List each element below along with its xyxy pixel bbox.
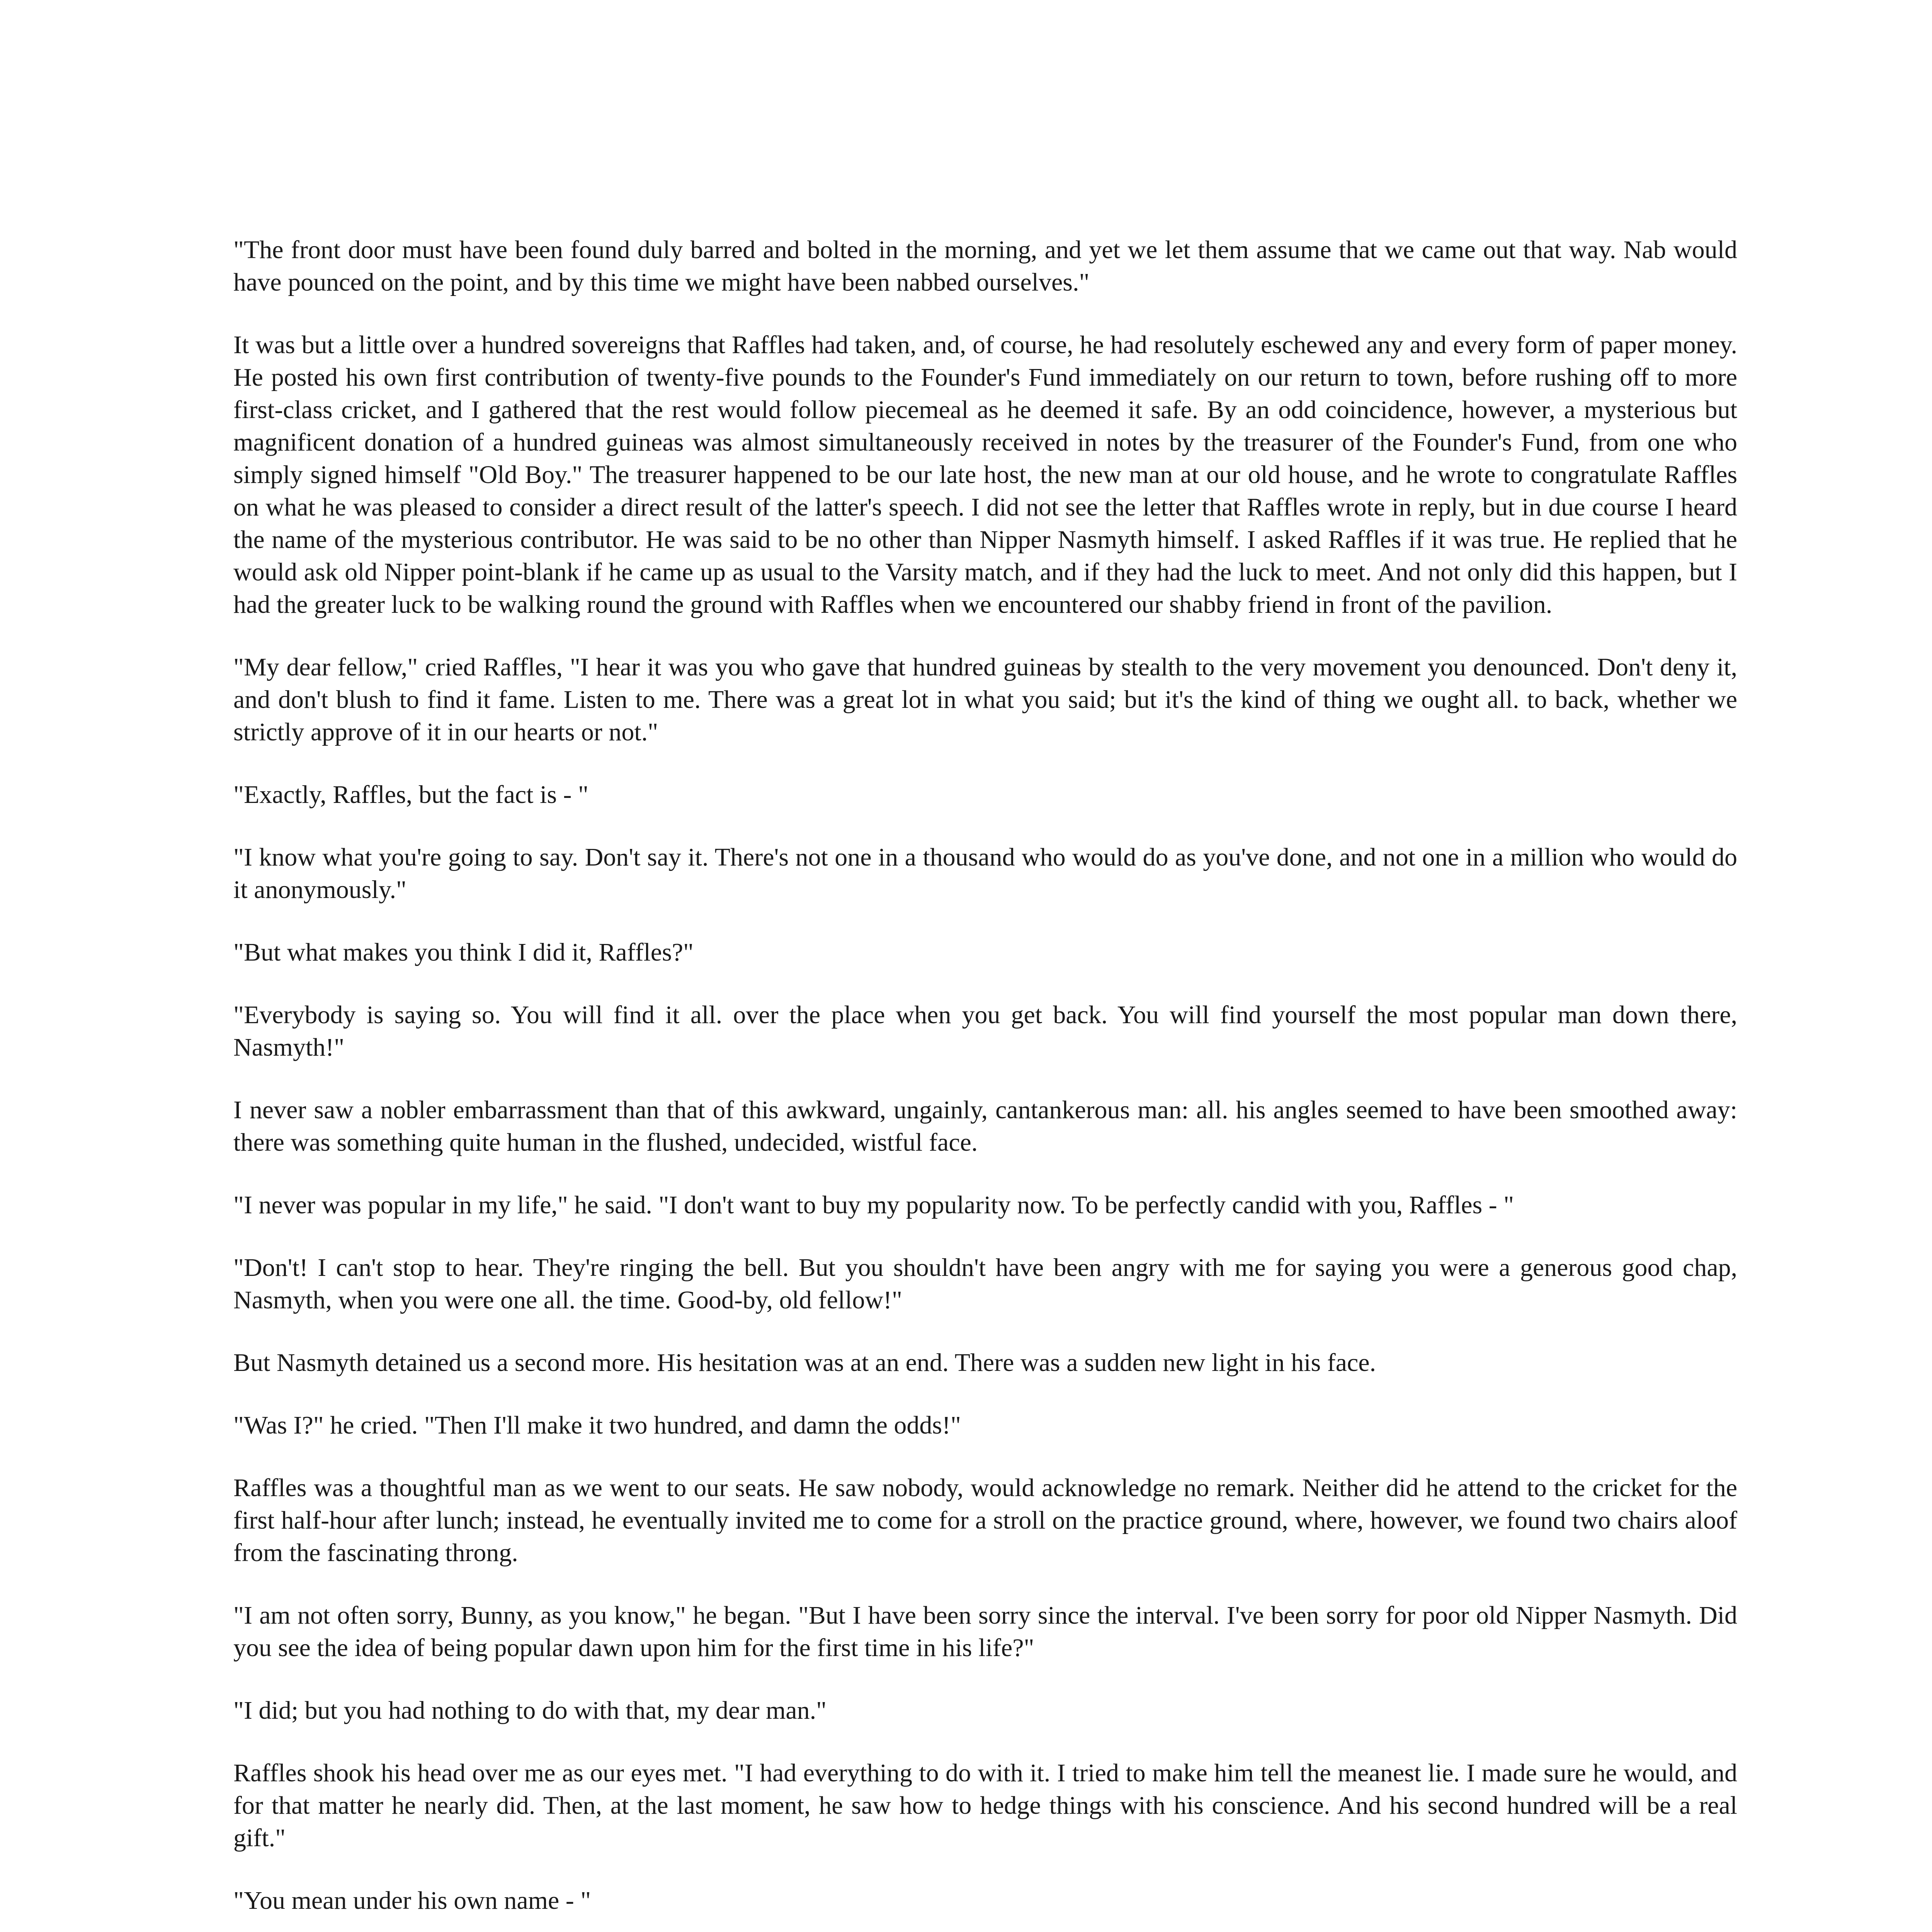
paragraph-6: "But what makes you think I did it, Raffles?" <box>233 938 694 966</box>
paragraph-10: "Don't! I can't stop to hear. They're ringing the bell. But you shouldn't have been angry with me for saying you were a generous good chap, Nasmyth, when you were one all. the time. Good-by, old fellow!" <box>233 1253 1737 1314</box>
paragraph-5: "I know what you're going to say. Don't say it. There's not one in a thousand who would do as you've done, and not one in a million who would do it anonymously." <box>233 843 1737 904</box>
paragraph-1: "The front door must have been found duly barred and bolted in the morning, and yet we let them assume that we came out that way. Nab would have pounced on the point, and by this time we might have been nabbed ourselves." <box>233 236 1737 296</box>
paragraph-15: "I did; but you had nothing to do with that, my dear man." <box>233 1696 827 1725</box>
paragraph-13: Raffles was a thoughtful man as we went to our seats. He saw nobody, would acknowledge no remark. Neither did he attend to the cricket for the first half-hour after lunch; instead, he eventually invited me to come for a stroll on the practice ground, where, however, we found two chairs aloof from the fascinating throng. <box>233 1474 1737 1567</box>
paragraph-7: "Everybody is saying so. You will find it all. over the place when you get back. You will find yourself the most popular man down there, Nasmyth!" <box>233 1001 1737 1061</box>
paragraph-16: Raffles shook his head over me as our eyes met. "I had everything to do with it. I tried to make him tell the meanest lie. I made sure he would, and for that matter he nearly did. Then, at the last moment, he saw how to hedge things with his conscience. And his second hundred will be a real gift." <box>233 1759 1737 1852</box>
paragraph-14: "I am not often sorry, Bunny, as you know," he began. "But I have been sorry since the interval. I've been sorry for poor old Nipper Nasmyth. Did you see the idea of being popular dawn upon him for the first time in his life?" <box>233 1601 1737 1662</box>
paragraph-12: "Was I?" he cried. "Then I'll make it two hundred, and damn the odds!" <box>233 1411 961 1439</box>
paragraph-17: "You mean under his own name - " <box>233 1886 591 1915</box>
paragraph-9: "I never was popular in my life," he said. "I don't want to buy my popularity now. To be perfectly candid with you, Raffles - " <box>233 1191 1514 1219</box>
paragraph-2: It was but a little over a hundred sovereigns that Raffles had taken, and, of course, he had resolutely eschewed any and every form of paper money. He posted his own first contribution of twenty-five pounds to the Founder's Fund immediately on our return to town, before rushing off to more first-class cricket, and I gathered that the rest would follow piecemeal as he deemed it safe. By an odd coincidence, however, a mysterious but magnificent donation of a hundred guineas was almost simultaneously received in notes by the treasurer of the Founder's Fund, from one who simply signed himself "Old Boy." The treasurer happened to be our late host, the new man at our old house, and he wrote to congratulate Raffles on what he was pleased to consider a direct result of the latter's speech. I did not see the letter that Raffles wrote in reply, but in due course I heard the name of the mysterious contributor. He was said to be no other than Nipper Nasmyth himself. I asked Raffles if it was true. He replied that he would ask old Nipper point-blank if he came up as usual to the Varsity match, and if they had the luck to meet. And not only did this happen, but I had the greater luck to be walking round the ground with Raffles when we encountered our shabby friend in front of the pavilion. <box>233 331 1737 619</box>
paragraph-8: I never saw a nobler embarrassment than that of this awkward, ungainly, cantankerous man: all. his angles seemed to have been smoothed away: there was something quite human in the flushed, undecided, wistful face. <box>233 1096 1737 1156</box>
paragraph-11: But Nasmyth detained us a second more. His hesitation was at an end. There was a sudden new light in his face. <box>233 1349 1376 1377</box>
paragraph-4: "Exactly, Raffles, but the fact is - " <box>233 781 588 809</box>
paragraph-3: "My dear fellow," cried Raffles, "I hear it was you who gave that hundred guineas by stealth to the very movement you denounced. Don't deny it, and don't blush to find it fame. Listen to me. There was a great lot in what you said; but it's the kind of thing we ought all. to back, whether we strictly approve of it in our hearts or not." <box>233 653 1737 746</box>
page-body-text <box>233 234 1737 1932</box>
